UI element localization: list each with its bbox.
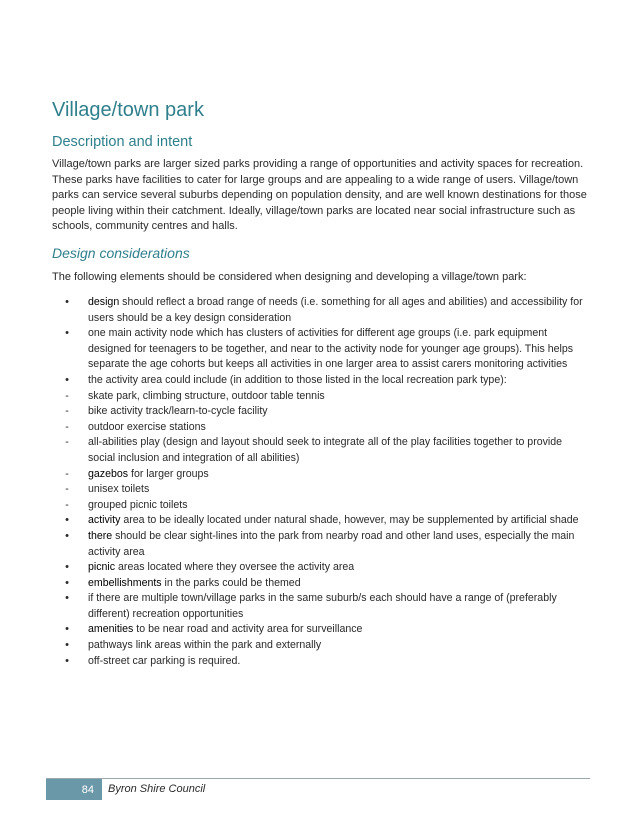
list-item-text: outdoor exercise stations: [88, 420, 206, 433]
dash-icon: -: [65, 436, 69, 449]
page-number: 84: [46, 779, 102, 800]
list-item-text: off-street car parking is required.: [88, 654, 241, 667]
list-item-text: unisex toilets: [88, 483, 150, 496]
list-item-text: all-abilities play (design and layout should seek to integrate all of the play facilities together to provide social inclusion and integration of all abilities): [88, 436, 563, 464]
dash-icon: -: [65, 389, 69, 402]
dash-icon: -: [65, 405, 69, 418]
list-item: [52, 435, 592, 466]
list-item: [52, 389, 592, 405]
list-item: [52, 560, 592, 576]
section-title: Description and intent: [52, 134, 193, 150]
lead-paragraph: The following elements should be considered when designing and developing a village/town park:: [52, 271, 527, 283]
list-item: [52, 513, 592, 529]
list-item: [52, 326, 592, 373]
bullet-icon: •: [65, 327, 69, 340]
bullet-icon: •: [65, 561, 69, 574]
footer-divider: [46, 778, 590, 779]
list-item-keyword: picnic: [88, 561, 116, 574]
list-item-keyword: gazebos: [88, 467, 129, 480]
list-item-text: should reflect a broad range of needs (i.e. something for all ages and abilities) and accessibility for users should be a key design consideration: [88, 296, 583, 324]
list-item-text: one main activity node which has clusters of activities for different age groups (i.e. park equipment designed for teenagers to be together, and near to the activity node for younger age groups). This helps separate the age cohorts but keeps all activities in one larger area to assist carers monitoring activities: [88, 327, 574, 371]
list-item-text: areas located where they oversee the activity area: [115, 561, 355, 574]
dash-icon: -: [65, 467, 69, 480]
bullet-icon: •: [65, 623, 69, 636]
footer-organization: Byron Shire Council: [108, 783, 206, 795]
list-item: [52, 295, 592, 326]
list-item-keyword: embellishments: [88, 576, 162, 589]
bullet-icon: •: [65, 514, 69, 527]
design-considerations-list: [52, 295, 592, 669]
list-item-keyword: there: [88, 529, 113, 542]
list-item-text: the activity area could include (in addition to those listed in the local recreation park type):: [88, 373, 507, 386]
bullet-icon: •: [65, 639, 69, 652]
list-item: [52, 576, 592, 592]
list-item: [52, 404, 592, 420]
list-item-text: should be clear sight-lines into the park from nearby road and other land uses, especially the main activity area: [88, 529, 575, 558]
list-item: [52, 498, 592, 514]
bullet-icon: •: [65, 373, 69, 386]
list-item-keyword: amenities: [88, 623, 134, 636]
bullet-icon: •: [65, 592, 69, 605]
list-item-keyword: activity: [88, 514, 121, 527]
list-item: [52, 529, 592, 560]
list-item: [52, 482, 592, 498]
subsection-title: Design considerations: [52, 245, 190, 261]
list-item-text: in the parks could be themed: [161, 576, 301, 589]
list-item: [52, 654, 592, 670]
list-item: [52, 591, 592, 622]
list-item: [52, 622, 592, 638]
list-item-text: to be near road and activity area for surveillance: [133, 623, 363, 636]
list-item-text: grouped picnic toilets: [88, 498, 188, 511]
bullet-icon: •: [65, 296, 69, 308]
dash-icon: -: [65, 420, 69, 433]
list-item: [52, 373, 592, 389]
list-item-text: for larger groups: [128, 467, 209, 480]
bullet-icon: •: [65, 529, 69, 542]
list-item-text: skate park, climbing structure, outdoor table tennis: [88, 389, 325, 402]
bullet-icon: •: [65, 576, 69, 589]
dash-icon: -: [65, 483, 69, 496]
list-item: [52, 638, 592, 654]
list-item-text: pathways link areas within the park and externally: [88, 639, 322, 652]
bullet-icon: •: [65, 654, 69, 667]
list-item-keyword: design: [88, 296, 120, 308]
page-title: Village/town park: [52, 99, 204, 121]
list-item-text: if there are multiple town/village parks in the same suburb/s each should have a range of (preferably different) recreation opportunities: [88, 592, 557, 620]
dash-icon: -: [65, 498, 69, 511]
list-item-text: bike activity track/learn-to-cycle facility: [88, 405, 268, 418]
list-item: [52, 467, 592, 483]
list-item: [52, 420, 592, 436]
intro-paragraph: Village/town parks are larger sized parks providing a range of opportunities and activity spaces for recreation. These parks have facilities to cater for large groups and are appealing to a wide range of users. Village/town parks can service several suburbs depending on population density, and are well known destinations for those people living within their catchment. Ideally, village/town parks are located near social infrastructure such as schools, community centres and halls.: [52, 158, 587, 232]
list-item-text: area to be ideally located under natural shade, however, may be supplemented by artificial shade: [120, 514, 579, 527]
